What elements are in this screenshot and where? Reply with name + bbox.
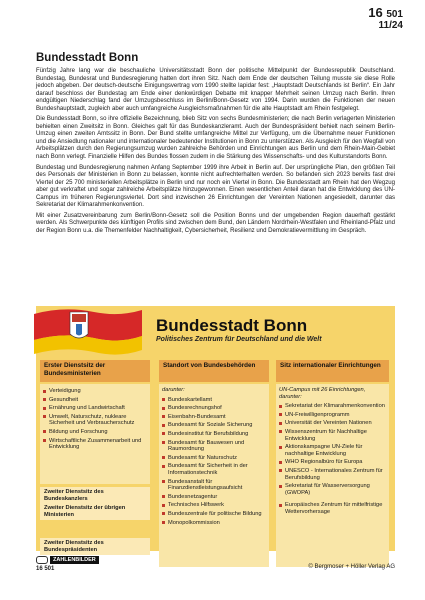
column-panel [40,384,150,484]
president-seat-box: Zweiter Dienstsitz des Bundespräsidenten [40,538,150,555]
paragraph-3: Bundestag und Bundesregierung nahmen Anfang September 1999 ihre Arbeit in Berlin auf. Der ursprüngliche Plan, den größten Teil des Personals der Ministerien in Bonn zu belassen, konnte nicht aufrechterhalten werden. So befanden sich 2023 bereits fast drei Viertel der 25 700 ministeriellen Arbeitsplätze in Berlin und nur noch ein Viertel in Bonn. Die Bundesstadt am Rhein hat den Wegzug aber gut verkraftet und sogar zahlreiche Arbeitsplätze hinzugewonnen. Einen wesentlichen Anteil daran hat die Entwicklung des UN-Campus im früheren Regierungsviertel. Dort sind inzwischen 26 Einrichtungen der Vereinten Nationen angesiedelt, darunter das Sekretariat der Klimarahmenkonvention. [36,164,395,209]
column-ministries [40,360,150,555]
column-agencies [159,360,269,567]
zahlenbilder-logo: ZAHLENBILDER [36,556,99,564]
list-item: Bundesnetzagentur [162,494,266,501]
column-international [276,360,389,567]
column-panel: UN-Campus mit 26 Einrichtungen, darunter: Sekretariat der Klimarahmenkonvention UN-Freiwilligenprogramm Universität der Vereinten Nationen Wissenszentrum für Nachhaltige Entwicklung Aktionskampagne UN-Ziele für nachhaltige Entwicklung WHO Regionalbüro für Europa UNESCO - Internationales Zentrum für Berufsbildung Sekretariat für Wasserversorgung (GWOPA) Europäisches Zentrum für mittelfristige Wettervorhersage [276,384,389,567]
list-item: Monopolkommission [162,520,266,527]
sheet-number: 16 501 [368,5,403,20]
footer-number: 16 501 [36,566,55,572]
column-header: Standort von Bundesbehörden [159,360,269,382]
list-item: Bundeskartellamt [162,397,266,404]
graphic-title: Bundesstadt Bonn [156,316,308,335]
list-item: Universität der Vereinten Nationen [279,420,386,427]
list-item: Umwelt, Naturschutz, nukleare Sicherheit und Verbraucherschutz [43,414,147,427]
list-item: Bundesrechnungshof [162,405,266,412]
page-title: Bundesstadt Bonn [36,52,139,64]
logo-mark-icon [36,556,48,564]
list-item: Sekretariat der Klimarahmenkonvention [279,403,386,410]
list-item: Aktionskampagne UN-Ziele für nachhaltige Entwicklung [279,444,386,457]
list-item: Bundesanstalt für Finanzdienstleistungsaufsicht [162,479,266,492]
list-item: Wissenszentrum für Nachhaltige Entwicklung [279,429,386,442]
list-item: Bundesamt für Soziale Sicherung [162,422,266,429]
list-item: Sekretariat für Wasserversorgung (GWOPA) [279,483,386,496]
paragraph-2: Die Bundesstadt Bonn, so ihre offizielle Bezeichnung, blieb Sitz von sechs Bundesministerien; die nach Berlin verlagerten Ministerien behielten einen Zweitsitz in Bonn. Gleiches galt für das Bundeskanzleramt. Auch der Bundespräsident behielt nach seinem Berlin-Umzug einen zweiten Amtssitz in Bonn. Der Bund stellte umfangreiche Mittel zur Verfügung, um die Übernahme neuer Funktionen und die Ansiedlung nationaler und internationaler bedeutender Institutionen in Bonn zu unterstützen. Als Ausgleich für den Wegfall von Arbeitsplätzen durch den Regierungsumzug wurden zahlreiche Behörden und Einrichtungen aus Berlin und dem Rhein-Main-Gebiet nach Bonn verlegt. Finanzielle Hilfen des Bundes flossen zudem in die Stärkung des Wissenschafts- und des Kulturstandorts Bonn. [36,116,395,161]
paragraph-4: Mit einer Zusatzvereinbarung zum Berlin/Bonn-Gesetz soll die Position Bonns und der umgebenden Region dauerhaft gestärkt werden. Als Schwerpunkte des künftigen Profils sind zwischen dem Bund, den Ländern Nordrhein-Westfalen und Rheinland-Pfalz und der Region Bonn u.a. die Themenfelder Nachhaltigkeit, Cybersicherheit, Resilienz und Demokratievermittlung im Gespräch. [36,212,395,234]
list-item: Gesundheit [43,397,147,404]
column-panel: darunter: Bundeskartellamt Bundesrechnungshof Eisenbahn-Bundesamt Bundesamt für Soziale Sicherung Bundesinstitut für Berufsbildung Bundesamt für Bauwesen und Raumordnung Bundesamt für Naturschutz Bundesamt für Sicherheit in der Informationstechnik Bundesanstalt für Finanzdienstleistungsaufsicht Bundesnetzagentur Technisches Hilfswerk Bundeszentrale für politische Bildung Monopolkommission [159,384,269,567]
sheet-code [368,6,403,31]
list-item: Europäisches Zentrum für mittelfristige Wettervorhersage [279,502,386,515]
paragraph-1: Fünfzig Jahre lang war die beschauliche Universitätsstadt Bonn der politische Mittelpunkt der Bundesrepublik Deutschland. Bundestag, Bundesrat und Bundesregierung hatten dort ihren Sitz. Nach dem Ende der deutschen Teilung musste sie diese Rolle jedoch abgeben. Der deutsch-deutsche Einigungsvertrag vom 1990 stellte lapidar fest: „Hauptstadt Deutschlands ist Berlin“. Ein Jahr darauf beschloss der Bundestag am Ende einer denkwürdigen Debatte mit knapper Mehrheit seinen Umzug nach Berlin. Ihren endgültigen Niederschlag fand der Umzugsbeschluss im Berlin/Bonn-Gesetz von 1994. Darin wurden die Funktionen der neuen Bundeshauptstadt, zugleich aber auch umfangreiche Ausgleichsmaßnahmen für die alte Hauptstadt am Rhein festgelegt. [36,68,395,112]
bonn-flag-icon [34,306,142,358]
list-item: Bildung und Forschung [43,429,147,436]
list-item: Bundesamt für Sicherheit in der Informationstechnik [162,463,266,476]
graphic-subtitle: Politisches Zentrum für Deutschland und die Welt [156,336,322,343]
list-item: Verteidigung [43,388,147,395]
list-item: Wirtschaftliche Zusammenarbeit und Entwicklung [43,438,147,451]
list-item: Bundesamt für Naturschutz [162,455,266,462]
list-item: Technisches Hilfswerk [162,502,266,509]
column-header: Erster Dienstsitz der Bundesministerien [40,360,150,382]
list-item: Eisenbahn-Bundesamt [162,414,266,421]
list-item: Bundeszentrale für politische Bildung [162,511,266,518]
list-item: UN-Freiwilligenprogramm [279,412,386,419]
list-item: WHO Regionalbüro für Europa [279,459,386,466]
body-text [36,68,395,238]
column-header: Sitz internationaler Einrichtungen [276,360,389,382]
infographic [36,306,395,551]
sheet-date: 11/24 [378,19,403,31]
copyright: © Bergmoser + Höller Verlag AG [308,564,395,570]
list-item: Ernährung und Landwirtschaft [43,405,147,412]
list-item: Bundesamt für Bauwesen und Raumordnung [162,440,266,453]
secondary-seat-box: Zweiter Dienstsitz des Bundeskanzlers Zweiter Dienstsitz der übrigen Ministerien [40,487,150,520]
list-item: Bundesinstitut für Berufsbildung [162,431,266,438]
list-item: UNESCO - Internationales Zentrum für Berufsbildung [279,468,386,481]
